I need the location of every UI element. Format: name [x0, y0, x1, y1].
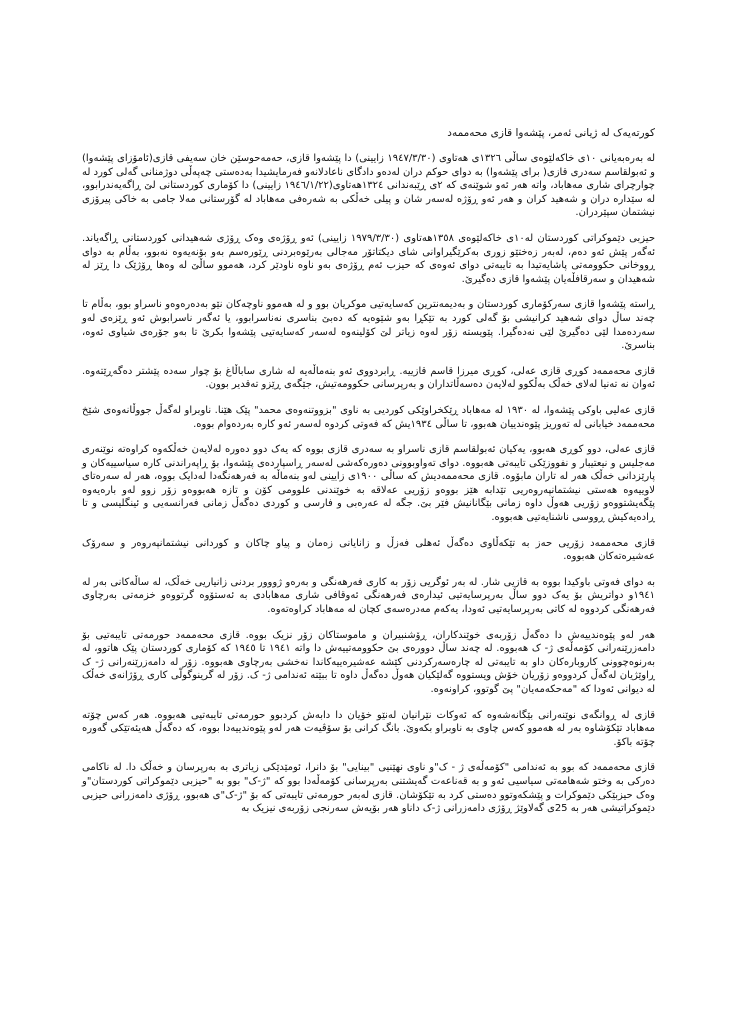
- document-title: کورتەیەک لە ژیانی ئەمر، پێشەوا قازی محەممەد: [447, 127, 655, 139]
- paragraph-10: قازی لە ڕوانگەی نوێنەرانی بێگانەشەوە کە ئەوکات نێرانیان لەنێو خۆیان دا دابەش کردبوو حورمەتی تایبەتیی هەبووە. هەر کەس چۆتە مەهاباد تێکۆشاوە بەر لە هەموو کەس چاوی بە ناوبراو بکەوێ. بانگ کرانی بۆ سۆڤیەت هەر لەو پێوەندییەدا بووە، کە دەگەڵ هەیئەتێکی گەورە چۆتە باکۆ.: [82, 709, 655, 748]
- paragraph-1: لە بەرەبەیانی ١٠ی خاکەلێوەی ساڵی ١٣٢٦ی هەتاوی (١٩٤٧/٣/٣٠ زایینی) دا پێشەوا قازی، حەمەحوسێن خان سەیفی قازی(ئامۆزای پێشەوا) و ئەبولقاسم سەدری قازی( برای پێشەوا) بە دوای حوکم دران لەدەو دادگای ناعادلانەو فەرمایشیدا بەدەستی چەپەڵی دوژمنانی گەلی کورد لە چوارچرای شاری مەهاباد، واتە هەر ئەو شوێنەی کە ٢ی ڕێبەندانی ١٣٢٤هەتاوی(١٩٤٦/١/٢٢ زایینی) دا کۆماری کوردستانی لێ ڕاگەیەندرابوو، لە سێدارە دران و شەهید کران و هەر ئەو ڕۆژە لەسەر شان و پیلی خەڵکی بە شەرەفی مەهاباد لە گۆرستانی مەلا جامی بە خاکی پیرۆزی نیشتمان سپێردران.: [82, 153, 655, 219]
- paragraph-7: قازی محەممەد زۆریی حەز بە تێکەڵاوی دەگەڵ ئەهلی فەزڵ و زانایانی زەمان و پیاو چاکان و کوردانی نیشتمانپەروەر و سەرۆک عەشیرەتەکان هەبووە.: [82, 537, 655, 563]
- paragraph-9: هەر لەو پێوەندییەش دا دەگەڵ زۆربەی خوێندکاران، ڕۆشنبیران و ماموستاکان زۆر نزیک بووە. قازی محەممەد حورمەتی تایبەتیی بۆ دامەزرێنەرانی کۆمەڵەی ژ- ک هەبووە. لە چەند ساڵ دوورەی بێ حکوومەتییەش دا واتە ١٩٤١ تا ١٩٤٥ کە کۆماری کوردستان پێک هاتوو، لە بەرنوەچوونی کاروبارەکان داو بە تایبەتی لە چارەسەرکردنی کێشە عەشیرەییەکاندا نەخشی بەرچاوی هەبووە. زۆر لە دامەزرێنەرانی ژ- ک ڕاوێژیان لەگەڵ کردووەو زۆریان خۆش ویستووە گەلێکیان هەوڵ دەگەڵ داوە تا ببێتە ئەندامی ژ- ک. زۆر لە گرینوگولّی کاری ڕۆژانەی خەڵک لە دیوانی ئەودا کە "مەحکەمەیان" پێ گوتوو، کراونەوە.: [82, 629, 655, 695]
- paragraph-5: قازی عەلیی باوکی پێشەوا، لە ١٩٣٠ لە مەهاباد ڕێکخراوێکی کوردیی بە ناوی "بزووتنەوەی محمد" پێک هێنا. ناوبراو لەگەڵ جووڵانەوەی شێخ محەممەد خیابانی لە تەوریز پێوەندییان هەبوو، تا ساڵی ١٩٣٤یش کە فەوتی کردوە لەسەر ئەو کارە بەردەوام بووە.: [82, 404, 656, 430]
- paragraph-4: قازی محەممەد کوڕی قازی عەلی، کوڕی میرزا قاسم قازییە. ڕابردووی ئەو بنەماڵەیە لە شاری ساباڵاغ بۆ چوار سەدە پێشتر دەگەڕێتەوە. ئەوان نە تەنیا لەلای خەڵک بەڵکوو لەلایەن دەسەڵاتداران و بەرپرسانی حکوومەتیش، جێگەی ڕێزو تەقدیر بوون.: [82, 365, 655, 391]
- document-body: [82, 126, 655, 828]
- paragraph-11: قازی محەممەد کە بوو بە ئەندامی "کۆمەڵەی ژ - ک"و ناوی نهێنیی "بینایی" بۆ دانرا، ئومێدێکی زیاتری بە بەرپرسان و خەڵک دا. لە ناکامی دەرکی بە وختو شەهامەتی سیاسیی ئەو و بە قەناعەت گەیشتنی بەرپرسانی کۆمەڵەدا بوو کە "ژ-ک" بوو بە "حیزبی دێموکراتی کوردستان"و وەک حیزبێکی دێموکرات و پێشکەوتوو دەستی کرد بە تێکۆشان. قازی لەبەر حورمەتی تایبەتی کە بۆ "ژ-ک"ی هەبوو، ڕۆژی دامەزرانی حیزبی دێموکراتیشی هەر بە 25ی گەلاوێژ ڕۆژی دامەزرانی ژ-ک داناو هەر بۆیەش سەرنجی زۆربەی نیزیک بە: [82, 762, 655, 815]
- paragraph-2: حیزبی دێموکراتی کوردستان لە١٠ی خاکەلێوەی ١٣٥٨هەتاوی (١٩٧٩/٣/٣٠ زایینی) ئەو ڕۆژەی وەک ڕۆژی شەهیدانی کوردستانی ڕاگەیاند. ئەگەر پێش ئەو دەم، لەبەر زەختێو زوری بەکرێگیراوانی شای دیکتاتۆر مەجالی بەرێوەبردنی ڕێورەسم بەو بۆنەیەوە نەبوو، بەڵام بە دوای ڕووخانی حکوومەتی پاشایەتیدا بە تایبەتی دوای ئەوەی کە حیزب ئەم ڕۆژەی بەو ناوە ناودێر کرد، هەموو ساڵێ لە وەها ڕۆژێک دا ڕێز لە شەهیدان و سەرقافڵەیان پێشەوا قازی دەگیرێ.: [82, 232, 655, 285]
- paragraph-3: ڕاستە پێشەوا قازی سەرکۆماری کوردستان و بەدیمەنترین کەسایەتیی موکریان بوو و لە هەموو ناوچەکان نێو بەدەرەوەو ناسراو بوو، بەڵام تا چەند ساڵ دوای شەهید کرانیشی بۆ گەلی کورد بە تێکڕا بەو شێوەیە کە دەبێ بناسری نەناسرابوو، یا ئەگەر ناسرابوش ئەو ڕێزەی لەو سەردەمدا لێی دەگیرێ لێی نەدەگیرا. پێویستە زۆر لەوە زیاتر لێ کۆلینەوە لەسەر کەسایەتیی پێشەوا بکرێ تا بەو جۆرەی شیاوی ئەوە، بناسرێ.: [82, 299, 655, 352]
- paragraph-6: قازی عەلی، دوو کوڕی هەبوو، یەکیان ئەبولقاسم قازی ناسراو بە سەدری قازی بووە کە یەک دوو دەورە لەلایەن خەڵکەوە کراوەتە نوێنەری مەجلیس و نیعتیبار و نفووزێکی تایبەتی هەبووە. دوای تەواوبوونی دەورەکەشی لەسەر ڕاسپاردەی پێشەوا، بۆ ڕاپەراندنی کارە سیاسییەکان و پارێزدانی خەڵک هەر لە تاران مابۆوە. قازی محەممەدیش کە ساڵی ١٩٠٠ی زایینی لەو بنەماڵە بە فەرهەنگەدا لەدایک بووە، هەر لە سەرەتای لاوییەوە هەستی نیشتمانپەروەریی تێدابە هێز بووەو زۆریی عەلاقە بە خوێندنی علوومی کۆن و تازە هەبووەو زۆر زوو لەو بارەیەوە پێگەیشتووەو زۆریی هەوڵ داوە زمانی بێگانانیش فێر بێ. جگە لە عەرەبی و فارسی و کوردی دەگەڵ زمانی فەرانسەیی و ئینگلیسی و تا ڕادەیەکیش ڕووسی ناشنایەتیی هەبووە.: [82, 444, 655, 524]
- paragraph-8: بە دوای فەوتی باوکیدا بووە بە قازیی شار. لە بەر ئوگریی زۆر بە کاری فەرهەنگی و بەرەو ژووور بردنی زانیاریی خەڵک، لە ساڵەکانی بەر لە ١٩٤١و دواتریش بۆ یەک دوو ساڵ بەرپرسایەتیی ئیدارەی فەرهەنگی ئەوقافی شاری مەهابادی بە ئەستۆوە گرتووەو خزمەتی بەرچاوی فەرهەنگی کردووە لە کاتی بەرپرسایەتیی ئەودا، یەکەم مەدرەسەی کچان لە مەهاباد کراوەتەوە.: [82, 576, 655, 616]
